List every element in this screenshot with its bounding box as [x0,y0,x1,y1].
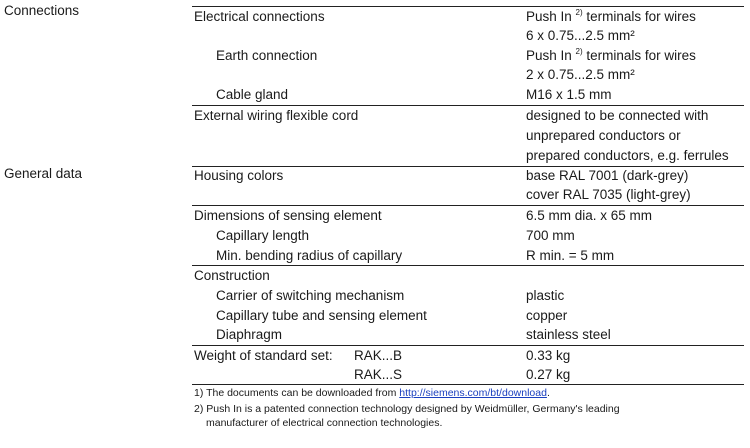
row-value-capillary-tube: copper [526,308,568,323]
download-link[interactable]: http://siemens.com/bt/download [399,387,547,399]
row-label-capillary-length: Capillary length [216,228,310,243]
row-value-external-wiring-3: prepared conductors, e.g. ferrules [526,148,729,163]
row-value-external-wiring-1: designed to be connected with [526,108,709,123]
row-value-housing-cover: cover RAL 7035 (light-grey) [526,187,691,202]
row-value-dimensions: 6.5 mm dia. x 65 mm [526,208,653,223]
row-value-capillary-length: 700 mm [526,228,575,243]
section-general-data: General data [4,166,83,181]
row-value-carrier: plastic [526,288,565,303]
section-connections: Connections [4,3,80,18]
row-label-weight-rak-b: RAK...B [354,348,403,363]
row-value-earth-wires: 2 x 0.75...2.5 mm² [526,67,635,82]
row-value-weight-rak-b: 0.33 kg [526,348,571,363]
row-label-diaphragm: Diaphragm [216,327,283,342]
row-label-housing-colors: Housing colors [194,168,284,183]
row-label-weight-rak-s: RAK...S [354,367,403,382]
footnote-1: 1) The documents can be downloaded from http://siemens.com/bt/download. [194,387,550,399]
row-label-external-wiring: External wiring flexible cord [194,108,359,123]
row-label-cable-gland: Cable gland [216,87,289,102]
row-label-earth-connection: Earth connection [216,48,318,63]
row-label-carrier: Carrier of switching mechanism [216,288,405,303]
row-value-weight-rak-s: 0.27 kg [526,367,571,382]
row-label-weight: Weight of standard set: [194,348,333,363]
row-value-earth-connection: Push In $^{2)}$ terminals for wires [526,47,696,63]
row-label-construction: Construction [194,268,270,283]
row-value-bending-radius: R min. = 5 mm [526,248,615,263]
row-value-external-wiring-2: unprepared conductors or [526,128,681,143]
row-value-housing-base: base RAL 7001 (dark-grey) [526,168,689,183]
row-value-electrical-connections: Push In $^{2)}$ terminals for wires [526,8,696,24]
table-bottom-rule [192,384,744,385]
footnote-2-line-2: manufacturer of electrical connection technologies. [206,417,443,429]
row-label-dimensions: Dimensions of sensing element [194,208,382,223]
row-value-cable-gland: M16 x 1.5 mm [526,87,612,102]
footnote-2-line-1: 2) Push In is a patented connection technology designed by Weidmüller, Germany's leading [194,403,620,415]
row-value-diaphragm: stainless steel [526,327,611,342]
row-label-electrical-connections: Electrical connections [194,9,325,24]
row-label-capillary-tube: Capillary tube and sensing element [216,308,427,323]
row-label-bending-radius: Min. bending radius of capillary [216,248,403,263]
row-value-electrical-wires: 6 x 0.75...2.5 mm² [526,28,635,43]
